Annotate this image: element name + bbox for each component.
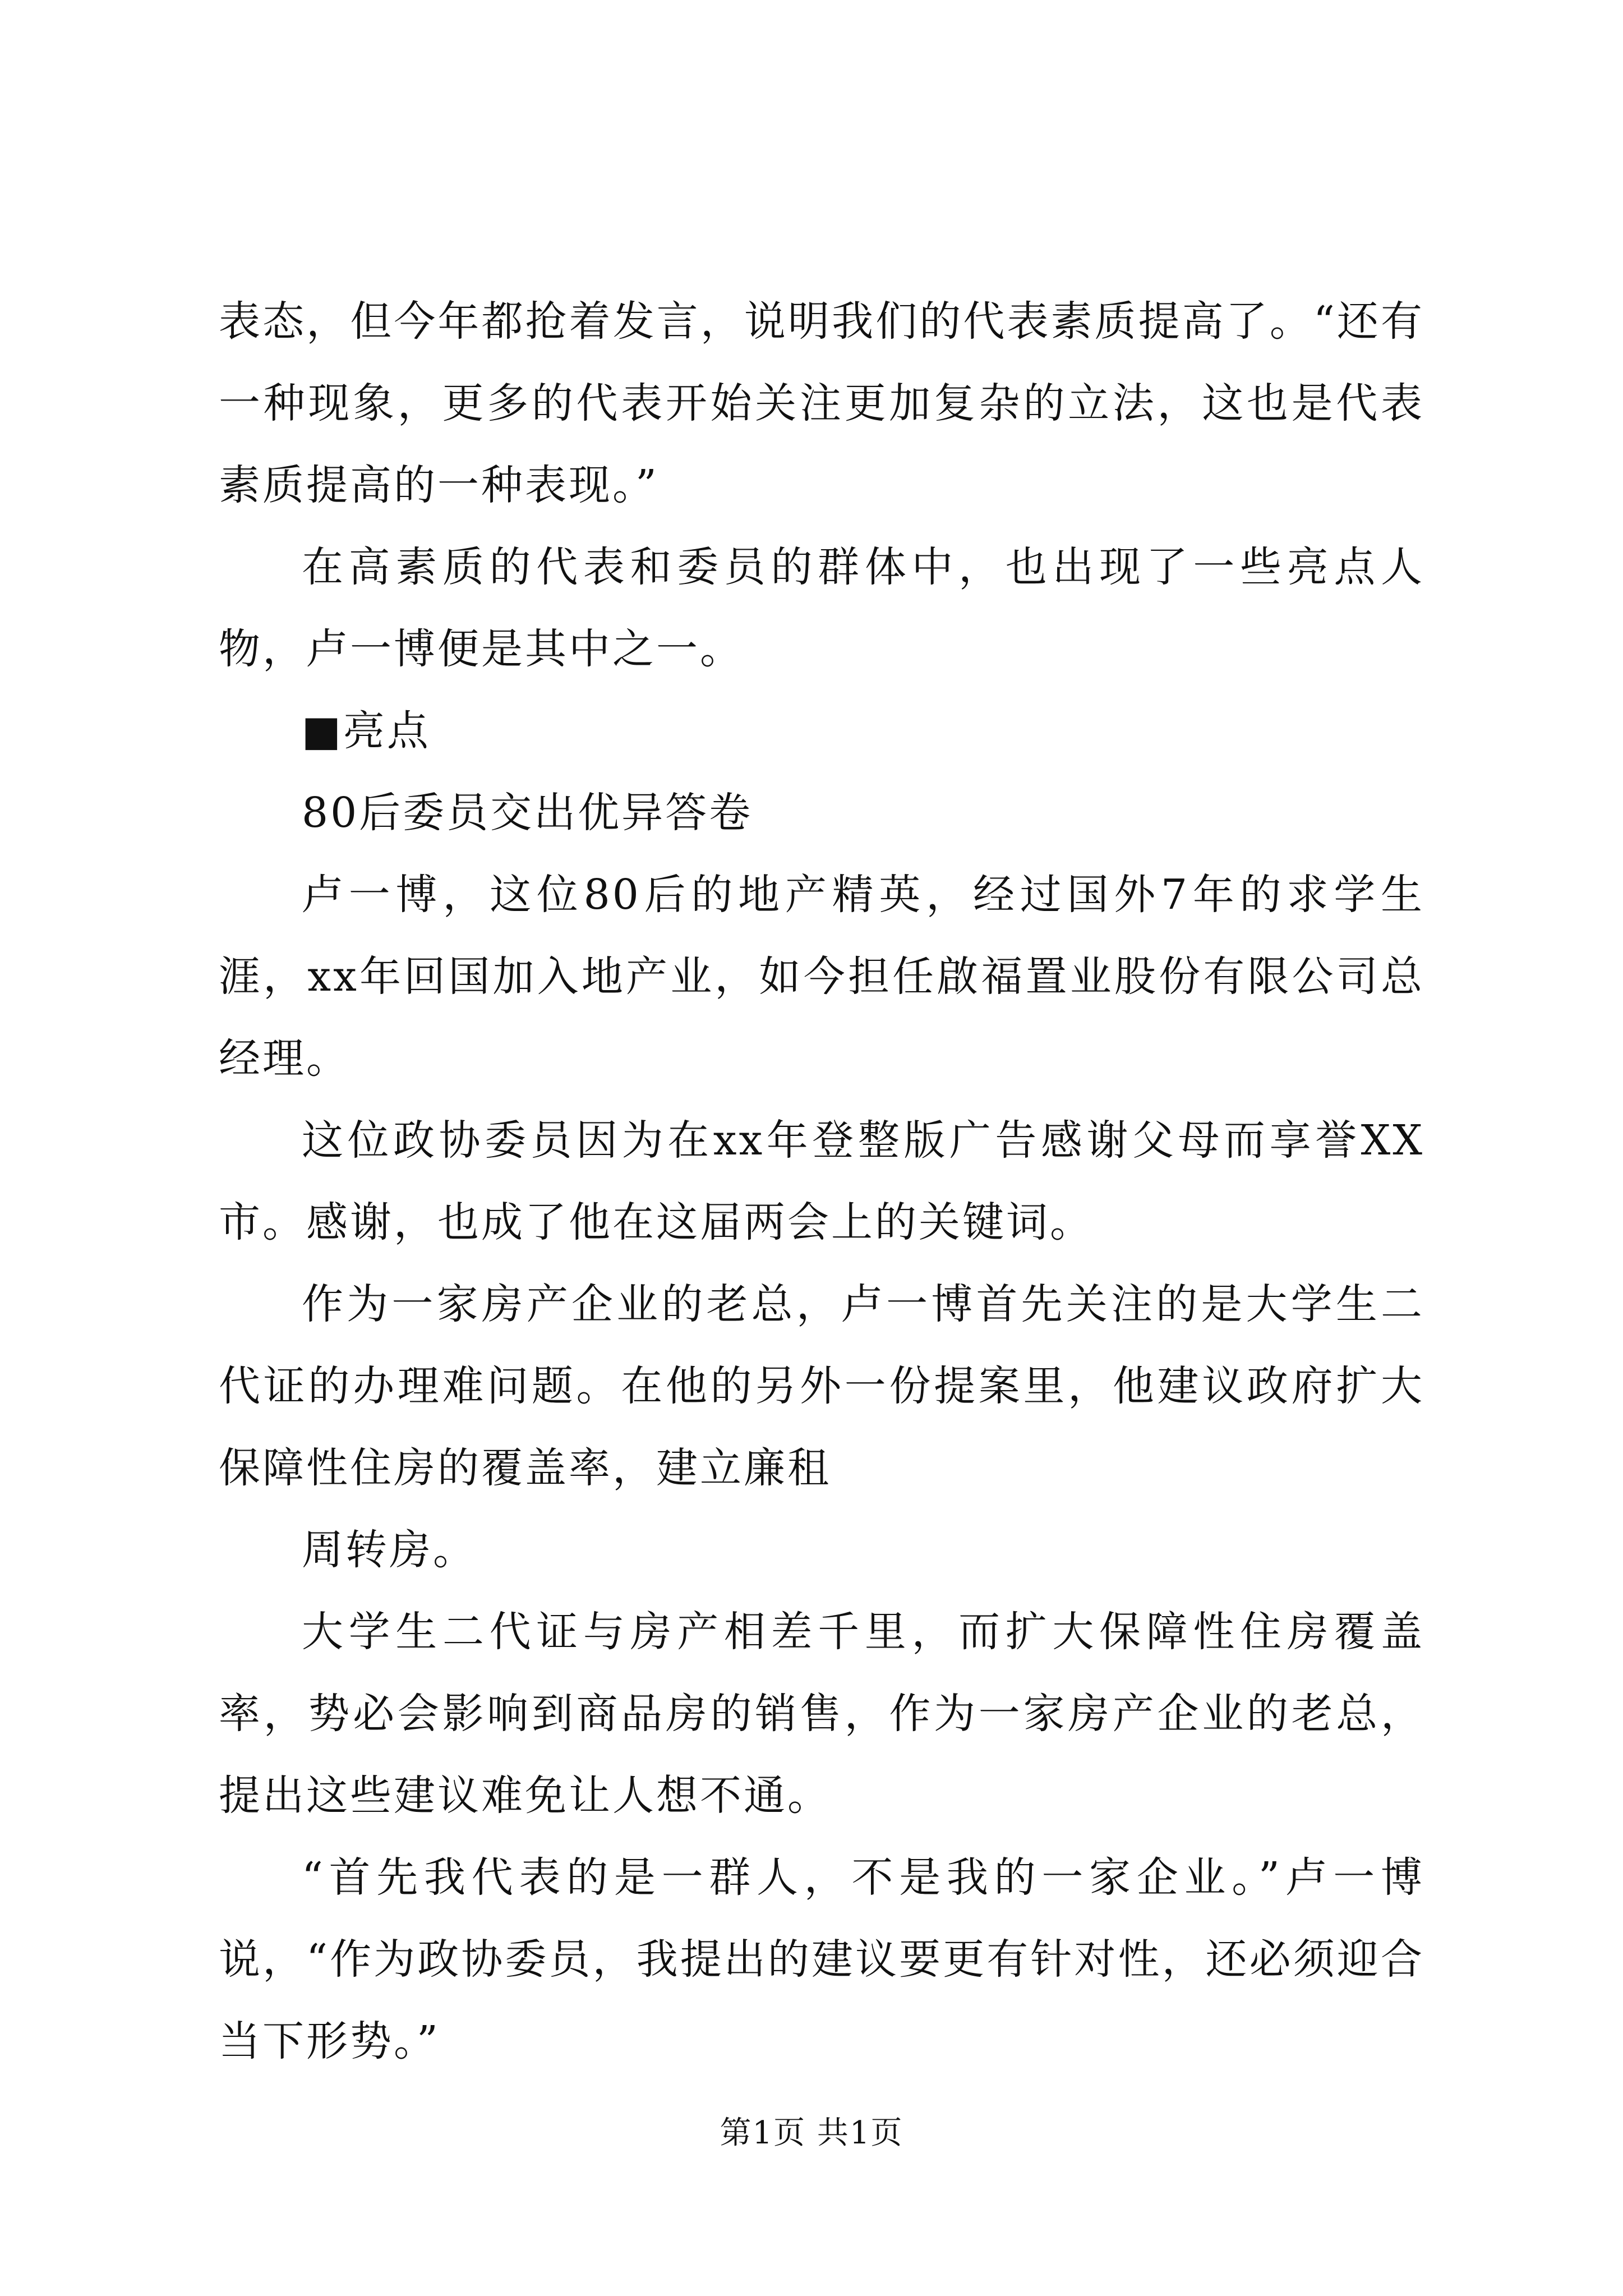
paragraph: 作为一家房产企业的老总，卢一博首先关注的是大学生二代证的办理难问题。在他的另外一份提案里，他建议政府扩大保障性住房的覆盖率，建立廉租 (219, 1280, 1424, 1492)
paragraph: 这位政协委员因为在xx年登整版广告感谢父母而享誉XX市。感谢，也成了他在这届两会上的关键词。 (219, 1116, 1424, 1246)
paragraph: 卢一博，这位80后的地产精英，经过国外7年的求学生涯，xx年回国加入地产业，如今担任啟福置业股份有限公司总经理。 (219, 871, 1424, 1083)
paragraph: 大学生二代证与房产相差千里，而扩大保障性住房覆盖率，势必会影响到商品房的销售，作为一家房产企业的老总，提出这些建议难免让人想不通。 (219, 1608, 1424, 1820)
paragraph: 周转房。 (302, 1526, 477, 1574)
paragraph-continuation: 表态，但今年都抢着发言，说明我们的代表素质提高了。“还有一种现象，更多的代表开始关注更加复杂的立法，这也是代表素质提高的一种表现。” (219, 297, 1424, 509)
document-body (219, 280, 1424, 2082)
subheading: 80后委员交出优异答卷 (302, 789, 753, 837)
paragraph: 在高素质的代表和委员的群体中，也出现了一些亮点人物，卢一博便是其中之一。 (219, 543, 1424, 673)
section-heading: ■亮点 (302, 707, 431, 755)
paragraph: “首先我代表的是一群人，不是我的一家企业。”卢一博说，“作为政协委员，我提出的建议要更有针对性，还必须迎合当下形势。” (219, 1853, 1424, 2065)
page-footer: 第1页 共1页 (720, 2115, 903, 2151)
